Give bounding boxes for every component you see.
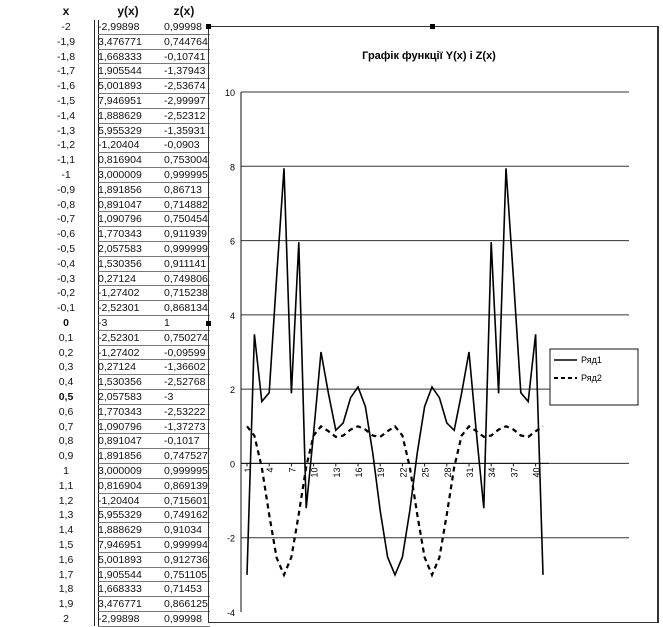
cell-x[interactable]: -0,9 <box>56 183 76 196</box>
cell-x[interactable]: 1,5 <box>58 539 74 551</box>
cell-z[interactable]: 0,99998 <box>164 21 202 33</box>
cell-y[interactable]: 1,905544 <box>98 65 142 78</box>
cell-y[interactable]: 1,530356 <box>98 257 142 270</box>
cell-y[interactable]: 5,001893 <box>98 80 142 93</box>
legend <box>550 349 638 405</box>
cell-z[interactable]: 0,749806 <box>164 272 208 285</box>
cell-y[interactable]: 1,770343 <box>98 405 142 418</box>
cell-y[interactable]: 0,891047 <box>98 435 142 448</box>
cell-y[interactable]: 1,090796 <box>98 420 142 433</box>
header-z: z(x) <box>173 4 195 18</box>
cell-y[interactable]: 3,476771 <box>98 35 142 48</box>
cell-x[interactable]: 1,8 <box>58 583 74 596</box>
cell-y[interactable]: -2,52301 <box>98 302 140 315</box>
cell-z[interactable]: -2,99997 <box>164 95 206 107</box>
x-tick-label: 31 <box>465 467 475 478</box>
cell-x[interactable]: 1,3 <box>58 509 74 522</box>
cell-y[interactable]: -2,99898 <box>98 613 140 625</box>
cell-y[interactable]: 1,888629 <box>98 109 142 122</box>
x-tick-label: 25 <box>420 467 431 478</box>
cell-y[interactable]: 2,057583 <box>98 391 142 403</box>
cell-z[interactable]: 0,999995 <box>164 169 208 181</box>
cell-z[interactable]: 0,99998 <box>164 613 202 625</box>
cell-z[interactable]: -0,10741 <box>164 50 206 63</box>
cell-z[interactable]: 0,999999 <box>164 243 208 255</box>
header-x: x <box>62 4 70 18</box>
cell-z[interactable]: -1,36602 <box>164 361 206 374</box>
cell-y[interactable]: -1,20404 <box>98 494 140 507</box>
cell-y[interactable]: -1,27402 <box>98 346 140 359</box>
cell-x[interactable]: 0,9 <box>58 450 74 463</box>
cell-x[interactable]: -1,6 <box>56 80 76 93</box>
line-chart <box>209 27 657 622</box>
cell-y[interactable]: -2,99898 <box>98 21 140 33</box>
x-tick-label: 13 <box>331 467 342 478</box>
series-line-2 <box>247 426 543 575</box>
cell-y[interactable]: -1,27402 <box>98 287 140 300</box>
cell-y[interactable]: 5,955329 <box>98 509 142 522</box>
cell-x[interactable]: 0,7 <box>58 420 74 433</box>
cell-z[interactable]: 0,911939 <box>164 228 208 241</box>
cell-y[interactable]: 3,476771 <box>98 598 142 611</box>
cell-z[interactable]: 0,744764 <box>164 35 208 48</box>
table-divider <box>94 20 95 626</box>
cell-z[interactable]: 0,751105 <box>164 568 208 581</box>
x-tick-label: 4 <box>265 467 276 473</box>
cell-x[interactable]: -1,7 <box>56 65 76 78</box>
grid <box>241 92 629 538</box>
cell-z[interactable]: 0,747527 <box>164 450 208 463</box>
cell-x[interactable]: -1 <box>61 169 71 181</box>
x-tick-label: 16 <box>354 467 364 478</box>
cell-x[interactable]: 1,1 <box>58 479 74 492</box>
cell-z[interactable]: 0,71453 <box>164 583 202 596</box>
cell-z[interactable]: 0,714882 <box>164 198 208 211</box>
cell-x[interactable]: 1,2 <box>58 494 74 507</box>
cell-z[interactable]: -0,09599 <box>164 346 206 359</box>
cell-z[interactable]: 0,750274 <box>164 331 208 344</box>
cell-x[interactable]: 1 <box>63 465 69 477</box>
cell-z[interactable]: 0,86713 <box>164 183 202 196</box>
cell-y[interactable]: 1,668333 <box>98 50 142 63</box>
series-line-1 <box>247 168 543 575</box>
cell-y[interactable]: 7,946951 <box>98 95 142 107</box>
cell-x[interactable]: -1,3 <box>56 124 76 137</box>
cell-y[interactable]: 2,057583 <box>98 243 142 255</box>
cell-y[interactable]: 5,001893 <box>98 553 142 566</box>
cell-x[interactable]: 0,5 <box>58 391 74 403</box>
cell-x[interactable]: -0,7 <box>56 213 76 226</box>
cell-x[interactable]: 2 <box>63 613 69 625</box>
cell-y[interactable]: 1,891856 <box>98 183 142 196</box>
cell-z[interactable]: 0,869139 <box>164 479 208 492</box>
cell-x[interactable]: -1,4 <box>56 109 76 122</box>
header-y: y(x) <box>117 4 139 18</box>
cell-x[interactable]: -0,5 <box>56 243 76 255</box>
cell-z[interactable]: 0,999994 <box>164 539 208 551</box>
cell-x[interactable]: -0,6 <box>56 228 76 241</box>
cell-z[interactable]: -1,37273 <box>164 420 206 433</box>
cell-y[interactable]: 0,816904 <box>98 479 142 492</box>
cell-y[interactable]: 5,955329 <box>98 124 142 137</box>
cell-y[interactable]: 7,946951 <box>98 539 142 551</box>
cell-x[interactable]: -0,4 <box>56 257 76 270</box>
cell-y[interactable]: 0,27124 <box>98 272 136 285</box>
cell-y[interactable]: -2,52301 <box>98 331 140 344</box>
cell-x[interactable]: 1,7 <box>58 568 74 581</box>
cell-x[interactable]: -1,2 <box>56 139 76 152</box>
cell-z[interactable]: 0,912736 <box>164 553 208 566</box>
cell-z[interactable]: 0,753004 <box>164 154 208 167</box>
cell-z[interactable]: -2,53674 <box>164 80 206 93</box>
x-tick-label: 7 <box>287 467 298 473</box>
cell-x[interactable]: 0,4 <box>58 376 74 389</box>
cell-z[interactable]: 0,911141 <box>164 257 207 270</box>
y-tick-label: 2 <box>229 385 235 396</box>
cell-z[interactable]: -1,37943 <box>164 65 206 78</box>
cell-x[interactable]: 0,1 <box>58 331 74 344</box>
cell-z[interactable]: -3 <box>164 391 174 403</box>
cell-x[interactable]: -0,2 <box>56 287 76 300</box>
cell-z[interactable]: 0,715601 <box>164 494 208 507</box>
cell-y[interactable]: 1,888629 <box>98 524 142 537</box>
legend-label-2: Ряд2 <box>581 373 602 383</box>
chart-frame[interactable] <box>208 26 659 623</box>
series <box>247 168 543 575</box>
cell-z[interactable]: 0,999995 <box>164 465 208 477</box>
cell-x[interactable]: 1,4 <box>58 524 74 537</box>
cell-y[interactable]: 0,891047 <box>98 198 142 211</box>
cell-z[interactable]: -0,1017 <box>164 435 200 448</box>
cell-y[interactable]: -1,20404 <box>98 139 140 152</box>
x-tick-label: 40 <box>531 467 542 478</box>
cell-y[interactable]: -3 <box>98 317 108 329</box>
cell-y[interactable]: 3,000009 <box>98 465 142 477</box>
cell-x[interactable]: 0,2 <box>58 346 74 359</box>
y-tick-label: 8 <box>229 162 235 173</box>
cell-y[interactable]: 3,000009 <box>98 169 142 181</box>
cell-x[interactable]: -1,9 <box>56 35 76 48</box>
cell-y[interactable]: 1,090796 <box>98 213 142 226</box>
cell-x[interactable]: 1,9 <box>58 598 74 611</box>
cell-x[interactable]: 0,6 <box>58 405 74 418</box>
x-tick-label: 1 <box>243 467 253 473</box>
cell-y[interactable]: 0,27124 <box>98 361 136 374</box>
legend-label-1: Ряд1 <box>581 355 602 365</box>
cell-z[interactable]: -2,52312 <box>164 109 206 122</box>
cell-z[interactable]: 0,715238 <box>164 287 208 300</box>
x-tick-label: 19 <box>376 467 387 478</box>
cell-z[interactable]: 1 <box>164 317 170 329</box>
cell-x[interactable]: 0,8 <box>58 435 74 448</box>
cell-z[interactable]: 0,750454 <box>164 213 208 226</box>
cell-x[interactable]: -1,5 <box>56 95 76 107</box>
cell-z[interactable]: -2,52768 <box>164 376 206 389</box>
cell-z[interactable]: 0,866125 <box>164 598 208 611</box>
cell-x[interactable]: 0 <box>63 317 69 329</box>
cell-x[interactable]: -1,8 <box>56 50 76 63</box>
x-tick-label: 34 <box>487 467 498 478</box>
cell-y[interactable]: 1,770343 <box>98 228 142 241</box>
x-tick-label: 37 <box>509 467 520 478</box>
cell-z[interactable]: 0,91034 <box>164 524 202 537</box>
y-tick-label: 6 <box>229 236 235 247</box>
cell-y[interactable]: 1,668333 <box>98 583 142 596</box>
cell-x[interactable]: -0,1 <box>56 302 76 315</box>
cell-z[interactable]: -2,53222 <box>164 405 206 418</box>
cell-y[interactable]: 1,905544 <box>98 568 142 581</box>
cell-x[interactable]: 1,6 <box>58 553 74 566</box>
y-tick-label: -4 <box>226 608 235 618</box>
y-tick-label: -2 <box>226 533 235 544</box>
cell-z[interactable]: -0,0903 <box>164 139 200 152</box>
cell-z[interactable]: 0,868134 <box>164 302 208 315</box>
cell-y[interactable]: 1,530356 <box>98 376 142 389</box>
cell-y[interactable]: 0,816904 <box>98 154 142 167</box>
cell-y[interactable]: 1,891856 <box>98 450 142 463</box>
cell-x[interactable]: -2 <box>61 21 71 33</box>
y-tick-label: 0 <box>229 459 235 470</box>
x-tick-label: 22 <box>398 467 409 478</box>
x-tick-label: 28 <box>442 467 453 478</box>
cell-x[interactable]: -1,1 <box>56 154 76 167</box>
y-tick-label: 4 <box>229 310 235 321</box>
cell-z[interactable]: 0,749162 <box>164 509 208 522</box>
chart-title: Графік функції Y(x) і Z(x) <box>362 50 496 62</box>
y-tick-label: 10 <box>224 88 235 98</box>
cell-x[interactable]: 0,3 <box>58 361 74 374</box>
cell-x[interactable]: -0,3 <box>56 272 76 285</box>
x-tick-label: 10 <box>309 467 320 478</box>
cell-x[interactable]: -0,8 <box>56 198 76 211</box>
cell-z[interactable]: -1,35931 <box>164 124 206 137</box>
